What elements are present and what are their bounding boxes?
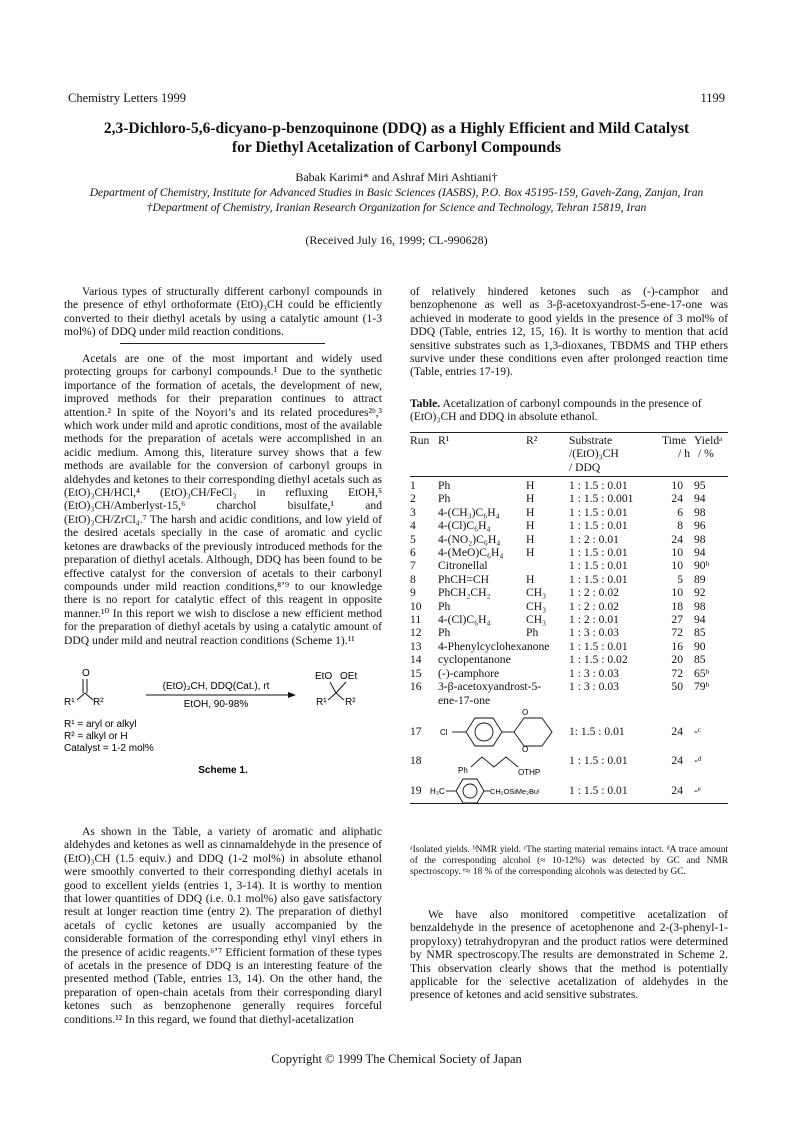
cell-run: 8 [410, 572, 416, 586]
table-top-rule [410, 432, 728, 433]
cell-r1: cyclopentanone [438, 653, 511, 667]
row17-yield: -ᶜ [694, 725, 701, 738]
scheme-acetal-r2: R² [345, 697, 356, 708]
cell-run: 15 [410, 666, 422, 680]
row18-othp: OTHP [518, 768, 541, 777]
scheme-carbonyl-o: O [82, 668, 90, 679]
table-row [410, 519, 728, 532]
cell-time: 10 [671, 559, 683, 573]
cell-run: 3 [410, 505, 416, 519]
cell-r1: 4-(Cl)C₆H₄ [438, 519, 491, 533]
table-row [410, 626, 728, 639]
th-r2: R² [526, 434, 538, 447]
cell-run: 1 [410, 479, 416, 492]
cell-r1: 4-(Cl)C₆H₄ [438, 613, 491, 626]
cell-run: 14 [410, 653, 422, 667]
scheme-r1: R¹ [64, 697, 75, 708]
scheme-legend-3: Catalyst = 1-2 mol% [64, 743, 154, 754]
table-row [410, 559, 728, 572]
competitive-section [410, 908, 728, 1002]
cell-run: 4 [410, 519, 416, 533]
cell-time: 18 [671, 599, 683, 613]
cell-ratio: 1 : 1.5 : 0.01 [569, 639, 628, 653]
table-row [410, 506, 728, 519]
cell-yield: 98 [694, 532, 706, 546]
cell-r2: Ph [526, 626, 539, 640]
row17-structure [438, 702, 568, 752]
cell-yield: 94 [694, 492, 706, 506]
table-caption-label: Table. [410, 397, 441, 410]
th-substrate-1: Substrate [569, 434, 613, 447]
cell-r1: 4-(MeO)C₆H₄ [438, 546, 504, 559]
row19-aromatic-circle [463, 784, 477, 798]
table-header-row-1 [410, 434, 728, 447]
cell-run: 11 [410, 613, 422, 626]
table-header-row-3 [410, 461, 728, 474]
cell-r1: Ph [438, 599, 451, 613]
scheme-oet-bond [336, 682, 346, 693]
cell-ratio: 1 : 2 : 0.02 [569, 599, 619, 613]
cell-yield: 90ᵇ [694, 559, 710, 573]
th-time-2: / h [678, 447, 690, 461]
table-caption-text: Acetalization of carbonyl compounds in the presence of (EtO)₃CH and DDQ in absolute ethanol. [410, 397, 702, 424]
cell-yield: 85 [694, 653, 706, 667]
copyright-footer: Copyright © 1999 The Chemical Society of Japan [271, 1052, 522, 1066]
cell-time: 16 [671, 639, 683, 653]
row17-o-top: O [522, 708, 529, 717]
scheme-eto-bond [330, 682, 336, 693]
cell-time: 10 [671, 586, 683, 600]
row18-run: 18 [410, 754, 422, 767]
cell-ratio: 1 : 3 : 0.03 [569, 680, 619, 693]
cell-ratio: 1 : 1.5 : 0.01 [569, 559, 628, 573]
cell-ratio: 1 : 1.5 : 0.01 [569, 479, 628, 492]
cell-yield: 94 [694, 613, 706, 626]
scheme-acetal-r1-bond [328, 693, 336, 700]
cell-time: 10 [671, 479, 683, 492]
cell-yield: 65ᵇ [694, 666, 710, 680]
cell-r2: CH₃ [526, 613, 547, 626]
row18-ph: Ph [458, 766, 468, 775]
cell-run: 5 [410, 532, 416, 546]
cell-time: 72 [671, 666, 683, 680]
table-row [410, 573, 728, 586]
row19-benzene-ring [456, 779, 484, 803]
cell-r2: H [526, 492, 535, 506]
paper-title-line-2: for Diethyl Acetalization of Carbonyl Compounds [231, 139, 562, 156]
intro-paragraph: Acetals are one of the most important and widely used protecting groups for carbonyl compounds.¹ Due to the synthetic importance of the formation of acetals, the development of new, improved methods for their preparation continues to attract attention.² In spite of the Noyori’s and its related procedures²ᵇ,³ which work under mild and aprotic conditions, most of the available methods for the preparation of acetals were accomplished in an acidic medium. Among this, literature survey shows that a few methods are available for the conversion of carbonyl groups in aldehydes and ketones to their corresponding diethyl acetals such as (EtO)₃CH/HCl,⁴ (EtO)₃CH/FeCl₃ in refluxing EtOH,⁵ (EtO)₃CH/Amberlyst-15,⁶ charchol bisulfate,¹ and (EtO)₃CH/ZrCl₄.⁷ The harsh and acidic conditions, and low yield of the desired acetals specially in the case of aromatic and cyclic ketones are drawbacks of the previously introduced methods for the preparation of diethyl acetals. Although, DDQ has been found to be effective catalyst for the conversion of acetals to their carbonyl compounds under mild reaction conditions,⁸ʼ⁹ to our knowledge there is no report for catalytic effect of this reagent in opposite manner.¹⁰ In this report we wish to disclose a new efficient method for the preparation of diethyl acetals by using a catalytic amount of DDQ under mild and neutral reaction conditions (Scheme 1).¹¹ [64, 352, 382, 647]
cell-r1: 4-Phenylcyclohexanone [438, 639, 550, 653]
table-header-row-2 [410, 447, 728, 460]
cell-r1: PhCH=CH [438, 572, 489, 586]
cell-r1: 4-(NO₂)C₆H₄ [438, 532, 501, 546]
cell-ratio: 1 : 1.5 : 0.01 [569, 505, 628, 519]
scheme-r2: R² [93, 697, 104, 708]
scheme-legend-1: R¹ = aryl or alkyl [64, 719, 137, 730]
affiliation-2: †Department of Chemistry, Iranian Research Organization for Science and Technology, Tehran 15819, Iran [146, 201, 647, 214]
cell-yield: 89 [694, 572, 706, 586]
cell-time: 24 [671, 532, 683, 546]
cell-ratio: 1 : 2 : 0.01 [569, 532, 619, 546]
competitive-paragraph: We have also monitored competitive acetalization of benzaldehyde in the presence of acetophenone and 2-(3-phenyl-1-propyloxy) tetrahydropyran and the product ratios were determined by NMR spectroscopy.The results are demonstrated in Scheme 2. This observation clearly shows that the method is potentially applicable for the selective acetalization of aldehydes in the presence of ketones and acid sensitive substrates. [410, 908, 728, 1002]
scheme-r1-bond [77, 693, 85, 700]
page-number: 1199 [700, 91, 725, 105]
table-row [410, 533, 728, 546]
authors: Babak Karimi* and Ashraf Miri Ashtiani† [295, 170, 498, 184]
th-substrate-2: /(EtO)₃CH [569, 447, 619, 461]
cell-yield: 98 [694, 599, 706, 613]
table-bottom-rule [410, 803, 728, 804]
table-header-rule [410, 476, 728, 477]
row19-run: 19 [410, 784, 422, 797]
table-row [410, 640, 728, 653]
scheme-caption: Scheme 1. [198, 765, 248, 776]
cell-r2: H [526, 519, 535, 533]
row17-ratio: 1: 1.5 : 0.01 [569, 725, 625, 738]
th-yield-2: / % [698, 447, 714, 461]
row17-run: 17 [410, 725, 422, 738]
cell-run: 7 [410, 559, 416, 573]
table-row [410, 546, 728, 559]
th-time-1: Time [661, 434, 686, 447]
th-substrate-3: / DDQ [569, 460, 601, 474]
journal-header: Chemistry Letters 1999 [68, 91, 187, 105]
results-paragraph: As shown in the Table, a variety of aromatic and aliphatic aldehydes and ketones as well as cinnamaldehyde in the presence of (EtO)₃CH (1.5 equiv.) and DDQ (1-2 mol%) in absolute ethanol were smoothly converted to their corresponding diethyl acetals in good to excellent yields (entries 1, 3-14). It is worthy to mention that lower quantities of DDQ (i.e. 0.1 mol%) also gave satisfactory result at longer reaction time (entry 2). The preparation of diethyl acetals of cyclic ketones are usually accompanied by the considerable formation of the corresponding ethyl vinyl ethers in the presence of acidic reagents.⁶ʼ⁷ Efficient formation of these types of acetals in the presence of DDQ is an interesting feature of the presented method (Table, entries 13, 14). On the other hand, the preparation of open-chain acetals from their corresponding diaryl ketones such as benzophenone generally requires forceful conditions.¹² In this regard, we found that diethyl-acetalization [64, 825, 382, 1026]
cell-time: 8 [677, 519, 683, 533]
row17-dioxane-ring [514, 718, 552, 746]
cell-ratio: 1 : 1.5 : 0.01 [569, 572, 628, 586]
cell-ratio: 1 : 2 : 0.01 [569, 613, 619, 626]
right-column-intro [410, 285, 728, 379]
cell-r2: H [526, 572, 535, 586]
scheme-1-drawing [64, 665, 382, 810]
cell-r1: (-)-camphore [438, 666, 500, 680]
cell-yield: 90 [694, 639, 706, 653]
scheme-conditions: EtOH, 90-98% [183, 699, 249, 710]
scheme-acetal-r2-bond [336, 693, 344, 700]
cell-yield: 79ᵇ [694, 680, 710, 693]
row17-benzene-ring [466, 718, 502, 746]
scheme-legend-2: R² = alkyl or H [64, 731, 128, 742]
scheme-r2-bond [85, 693, 93, 700]
table-row [410, 653, 728, 666]
row19-time: 24 [671, 784, 683, 797]
th-yield-1: Yieldᵃ [694, 434, 723, 447]
right-column-paragraph: of relatively hindered ketones such as (-)-camphor and benzophenone as well as 3-β-acetoxyandrost-5-ene-17-one was achieved in moderate to good yields in the presence of 3 mol% of DDQ (Table, entries 12, 15, 16). It is worthy to mention that acid sensitive substrates such as 1,3-dioxanes, TBDMS and THP ethers survive under these conditions even after prolonged reaction time (Table, entries 17-19). [410, 285, 728, 379]
cell-r1: 4-(CH₃)C₆H₄ [438, 505, 500, 519]
table-row [410, 667, 728, 680]
paper-title-line-1: 2,3-Dichloro-5,6-dicyano-p-benzoquinone (DDQ) as a Highly Efficient and Mild Catalyst [103, 120, 690, 137]
cell-yield: 85 [694, 626, 706, 640]
cell-ratio: 1 : 1.5 : 0.01 [569, 519, 628, 533]
cell-run: 6 [410, 546, 416, 559]
cell-yield: 92 [694, 586, 706, 600]
cell-r1: Citronellal [438, 559, 488, 573]
cell-ratio: 1 : 1.5 : 0.01 [569, 546, 628, 559]
row19-tbs-group: CH₂OSiMe₂Buᵗ [490, 787, 540, 796]
cell-ratio: 1 : 1.5 : 0.001 [569, 492, 634, 506]
table-row [410, 600, 728, 613]
intro-section [64, 352, 382, 647]
cell-yield: 98 [694, 505, 706, 519]
cell-run: 13 [410, 639, 422, 653]
cell-r2: CH₃ [526, 599, 547, 613]
cell-r1: PhCH₂CH₂ [438, 586, 491, 600]
row17-cl: Cl [440, 728, 448, 737]
cell-time: 5 [677, 572, 683, 586]
cell-r1: Ph [438, 479, 451, 492]
scheme-arrow-head [288, 692, 296, 698]
row16-cont-text: ene-17-one [438, 694, 491, 707]
cell-run: 10 [410, 599, 422, 613]
cell-r2: H [526, 532, 535, 546]
cell-r1: Ph [438, 492, 451, 506]
cell-ratio: 1 : 2 : 0.02 [569, 586, 619, 600]
th-r1: R¹ [438, 434, 450, 447]
cell-time: 72 [671, 626, 683, 640]
cell-run: 12 [410, 626, 422, 640]
table-caption [410, 397, 728, 424]
row18-yield: -ᵈ [694, 754, 702, 767]
cell-r2: CH₃ [526, 586, 547, 600]
cell-r2: H [526, 546, 535, 559]
th-run: Run [410, 434, 430, 447]
table-row [410, 680, 728, 693]
row17-aromatic-circle [475, 723, 493, 741]
row17-time: 24 [671, 725, 683, 738]
table-row [410, 479, 728, 492]
row19-structure [430, 775, 570, 805]
received-date: (Received July 16, 1999; CL-990628) [305, 233, 488, 247]
cell-time: 6 [677, 505, 683, 519]
cell-time: 20 [671, 653, 683, 667]
cell-yield: 94 [694, 546, 706, 559]
row19-ratio: 1 : 1.5 : 0.01 [569, 784, 628, 797]
scheme-acetal-r1: R¹ [316, 697, 327, 708]
cell-ratio: 1 : 1.5 : 0.02 [569, 653, 628, 667]
row17-o-bottom: O [522, 745, 529, 752]
cell-time: 27 [671, 613, 683, 626]
table-row [410, 613, 728, 626]
cell-run: 9 [410, 586, 416, 600]
cell-time: 24 [671, 492, 683, 506]
cell-yield: 95 [694, 479, 706, 492]
abstract-divider [120, 343, 325, 344]
scheme-1 [64, 665, 382, 810]
cell-run: 2 [410, 492, 416, 506]
cell-r1: Ph [438, 626, 451, 640]
cell-run: 16 [410, 680, 422, 693]
cell-ratio: 1 : 3 : 0.03 [569, 666, 619, 680]
table-footnotes: ᵃIsolated yields. ᵇNMR yield. ᶜThe starting material remains intact. ᵈA trace amount of the corresponding alcohol (≈ 10-12%) was detected by GC and NMR spectroscopy. ᵉ≈ 18 % of the corresponding alcohols was detected by GC. [410, 845, 728, 877]
table-row [410, 492, 728, 505]
scheme-reagents: (EtO)₃CH, DDQ(Cat.), rt [162, 681, 270, 692]
row18-time: 24 [671, 754, 683, 767]
cell-time: 10 [671, 546, 683, 559]
row19-h3c: H₃C [430, 787, 445, 796]
cell-r1: 3-β-acetoxyandrost-5- [438, 680, 542, 693]
cell-time: 50 [671, 680, 683, 693]
row18-chain [471, 757, 518, 767]
cell-ratio: 1 : 3 : 0.03 [569, 626, 619, 640]
cell-r2: H [526, 505, 535, 519]
row18-ratio: 1 : 1.5 : 0.01 [569, 754, 628, 767]
table-row [410, 586, 728, 599]
row19-yield: -ᵉ [694, 784, 701, 797]
abstract [64, 285, 382, 339]
cell-r2: H [526, 479, 535, 492]
abstract-text: Various types of structurally different carbonyl compounds in the presence of ethyl orthoformate (EtO)₃CH could be efficiently converted to their diethyl acetals by using a catalytic amount (1-3 mol%) of DDQ under mild reaction conditions. [64, 285, 382, 339]
cell-yield: 96 [694, 519, 706, 533]
scheme-eto: EtO [315, 671, 333, 682]
results-section [64, 825, 382, 1026]
scheme-oet: OEt [340, 671, 358, 682]
affiliation-1: Department of Chemistry, Institute for Advanced Studies in Basic Sciences (IASBS), P.O. Box 45195-159, Gaveh-Zang, Zanjan, Iran [89, 186, 704, 199]
